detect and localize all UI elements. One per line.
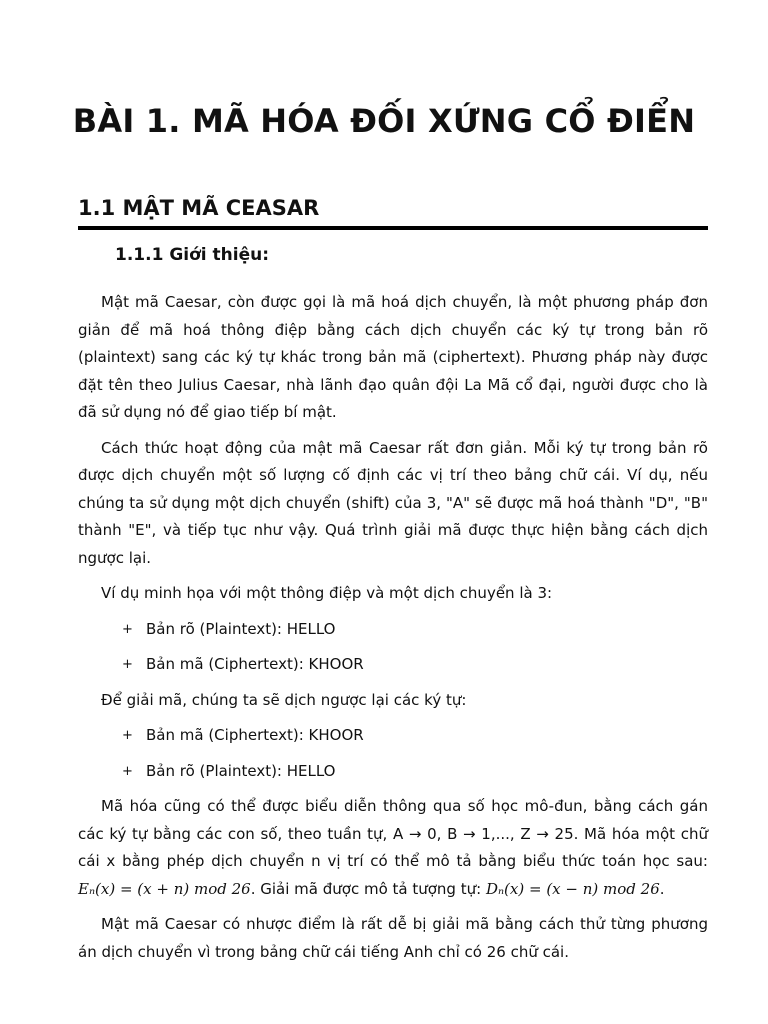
list-item-text: Bản mã (Ciphertext): KHOOR: [146, 655, 364, 673]
encrypt-formula: Eₙ(x) = (x + n) mod 26: [78, 879, 251, 898]
paragraph-weakness: Mật mã Caesar có nhược điểm là rất dễ bị giải mã bằng cách thử từng phương án dịch chuyển vì trong bảng chữ cái tiếng Anh chỉ có 26 chữ cái.: [78, 915, 708, 961]
bullet-marker: +: [122, 621, 133, 637]
list-item: [78, 616, 708, 644]
paragraph-decrypt-intro: Để giải mã, chúng ta sẽ dịch ngược lại các ký tự:: [101, 690, 467, 709]
math-middle-text: . Giải mã được mô tả tượng tự:: [250, 879, 482, 898]
body-text: [78, 289, 708, 974]
list-item: [78, 758, 708, 786]
list-item-text: Bản rõ (Plaintext): HELLO: [146, 761, 336, 780]
bullet-marker: +: [122, 657, 133, 672]
list-item: [78, 722, 708, 750]
paragraph-example-intro: Ví dụ minh họa với một thông điệp và một dịch chuyển là 3:: [101, 584, 553, 602]
example-list: [78, 616, 708, 679]
math-description: Mã hóa cũng có thể được biểu diễn thông qua số học mô-đun, bằng cách gán các ký tự bằng các con số, theo tuần tự, A → 0, B → 1,..., Z → 25. Mã hóa một chữ cái x bằng phép dịch chuyển n vị trí có thể mô tả bằng biểu thức toán học sau:: [78, 797, 708, 870]
paragraph-intro: Mật mã Caesar, còn được gọi là mã hoá dịch chuyển, là một phương pháp đơn giản để mã hoá thông điệp bằng cách dịch chuyển các ký tự trong bản rõ (plaintext) sang các ký tự khác trong bản mã (ciphertext). Phương pháp này được đặt tên theo Julius Caesar, nhà lãnh đạo quân đội La Mã cổ đại, người được cho là đã sử dụng nó để giao tiếp bí mật.: [78, 293, 708, 421]
math-end-text: .: [659, 879, 665, 898]
decrypt-list: [78, 722, 708, 785]
paragraph-modular-arithmetic: [78, 793, 708, 903]
list-item-text: Bản rõ (Plaintext): HELLO: [146, 619, 336, 638]
paragraph-how-it-works: Cách thức hoạt động của mật mã Caesar rất đơn giản. Mỗi ký tự trong bản rõ được dịch chuyển một số lượng cố định các vị trí theo bảng chữ cái. Ví dụ, nếu chúng ta sử dụng một dịch chuyển (shift) của 3, "A" sẽ được mã hoá thành "D", "B" thành "E", và tiếp tục như vậy. Quá trình giải mã được thực hiện bằng cách dịch ngược lại.: [78, 438, 708, 567]
list-item-text: Bản mã (Ciphertext): KHOOR: [146, 726, 364, 744]
bullet-marker: +: [122, 763, 133, 779]
chapter-title: BÀI 1. MÃ HÓA ĐỐI XỨNG CỔ ĐIỂN: [72, 102, 696, 140]
list-item: [78, 651, 708, 679]
section-title: 1.1 MẬT MÃ CEASAR: [78, 196, 708, 230]
subsection-title: 1.1.1 Giới thiệu:: [115, 245, 270, 265]
decrypt-formula: Dₙ(x) = (x − n) mod 26: [485, 879, 660, 898]
bullet-marker: +: [122, 728, 133, 743]
